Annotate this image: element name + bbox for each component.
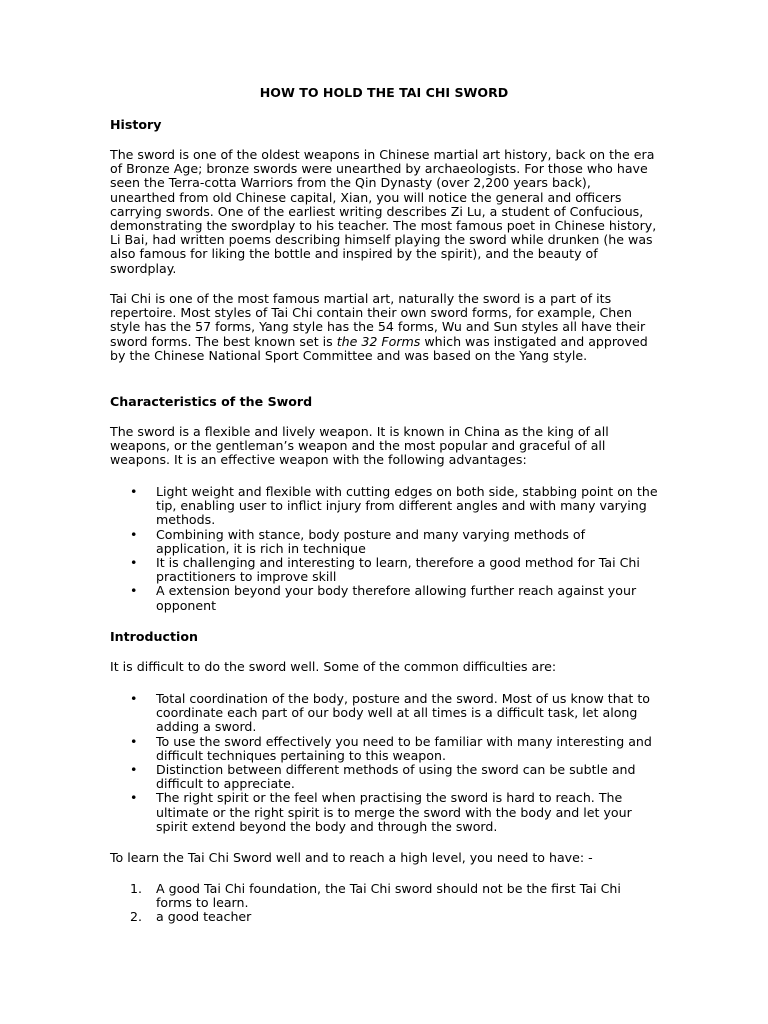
bullet-marker: •	[130, 691, 138, 706]
paragraph-text: Tai Chi is one of the most famous martial art, naturally the sword is a part of its repertoire. Most styles of Tai Chi contain their own sword forms, for example, Chen style has the 57 forms, Yang style has the 54 forms, Wu and Sun styles all have their sword forms. The best known set is	[110, 291, 646, 349]
list-item-text: Light weight and flexible with cutting edges on both side, stabbing point on the tip, enabling user to inflict injury from different angles and with many varying methods.	[156, 484, 658, 528]
list-item	[110, 584, 660, 612]
list-item	[110, 556, 660, 584]
list-item-text: A extension beyond your body therefore allowing further reach against your opponent	[156, 583, 637, 613]
characteristics-heading: Characteristics of the Sword	[110, 394, 313, 409]
list-item-text: Combining with stance, body posture and many varying methods of application, it is rich in technique	[156, 526, 586, 556]
bullet-marker: •	[130, 555, 138, 571]
bullet-marker: •	[130, 762, 138, 778]
history-paragraph-1: The sword is one of the oldest weapons in Chinese martial art history, back on the era of Bronze Age; bronze swords were unearthed by archaeologists. For those who have seen the Terra-cotta Warriors from the Qin Dynasty (over 2,200 years back), unearthed from old Chinese capital, Xian, you will notice the general and officers carrying swords. One of the earliest writing describes Zi Lu, a student of Confucious, demonstrating the swordplay to his teacher. The most famous poet in Chinese history, Li Bai, had written poems describing himself playing the sword while drunken (he was also famous for liking the bottle and inspired by the spirit), and the beauty of swordplay.	[110, 147, 657, 276]
list-item	[110, 763, 660, 791]
learning-requirements-paragraph: To learn the Tai Chi Sword well and to reach a high level, you need to have: -	[110, 850, 593, 865]
bullet-marker: •	[130, 790, 138, 806]
bullet-marker: •	[130, 526, 138, 542]
history-paragraph-2	[110, 292, 660, 363]
list-item	[110, 528, 660, 556]
list-item-text: Total coordination of the body, posture and the sword. Most of us know that to coordinate each part of our body well at all times is a difficult task, let along adding a sword.	[156, 691, 650, 735]
paragraph-text: which was instigated and approved by the Chinese National Sport Committee and was based on the Yang style.	[110, 333, 648, 363]
list-item-text: It is challenging and interesting to learn, therefore a good method for Tai Chi practitioners to improve skill	[156, 555, 640, 585]
list-item-text: To use the sword effectively you need to be familiar with many interesting and difficult techniques pertaining to this weapon.	[156, 733, 652, 763]
characteristics-paragraph: The sword is a flexible and lively weapon. It is known in China as the king of all weapons, or the gentleman’s weapon and the most popular and graceful of all weapons. It is an effective weapon with the following advantages:	[110, 424, 609, 468]
difficulties-list	[110, 692, 660, 834]
list-item	[110, 485, 660, 528]
characteristics-list	[110, 485, 660, 613]
emphasized-text: the 32 Forms	[336, 333, 421, 349]
list-item-text: Distinction between different methods of using the sword can be subtle and difficult to appreciate.	[156, 762, 636, 792]
list-item-text: A good Tai Chi foundation, the Tai Chi sword should not be the first Tai Chi forms to learn.	[156, 881, 621, 911]
history-heading: History	[110, 117, 162, 132]
list-number: 1.	[129, 881, 142, 896]
bullet-marker: •	[130, 484, 138, 499]
list-item	[110, 910, 660, 924]
list-item	[110, 692, 660, 735]
requirements-list	[110, 882, 660, 925]
list-item-text: a good teacher	[156, 909, 252, 925]
introduction-heading: Introduction	[110, 629, 198, 644]
list-item	[110, 791, 660, 834]
list-number: 2.	[129, 909, 142, 925]
list-item	[110, 735, 660, 763]
document-title: HOW TO HOLD THE TAI CHI SWORD	[259, 85, 509, 100]
introduction-paragraph: It is difficult to do the sword well. Some of the common difficulties are:	[110, 659, 557, 674]
list-item-text: The right spirit or the feel when practising the sword is hard to reach. The ultimate or the right spirit is to merge the sword with the body and let your spirit extend beyond the body and through the sword.	[156, 790, 632, 834]
list-item	[110, 882, 660, 910]
bullet-marker: •	[130, 583, 138, 599]
bullet-marker: •	[130, 733, 138, 749]
